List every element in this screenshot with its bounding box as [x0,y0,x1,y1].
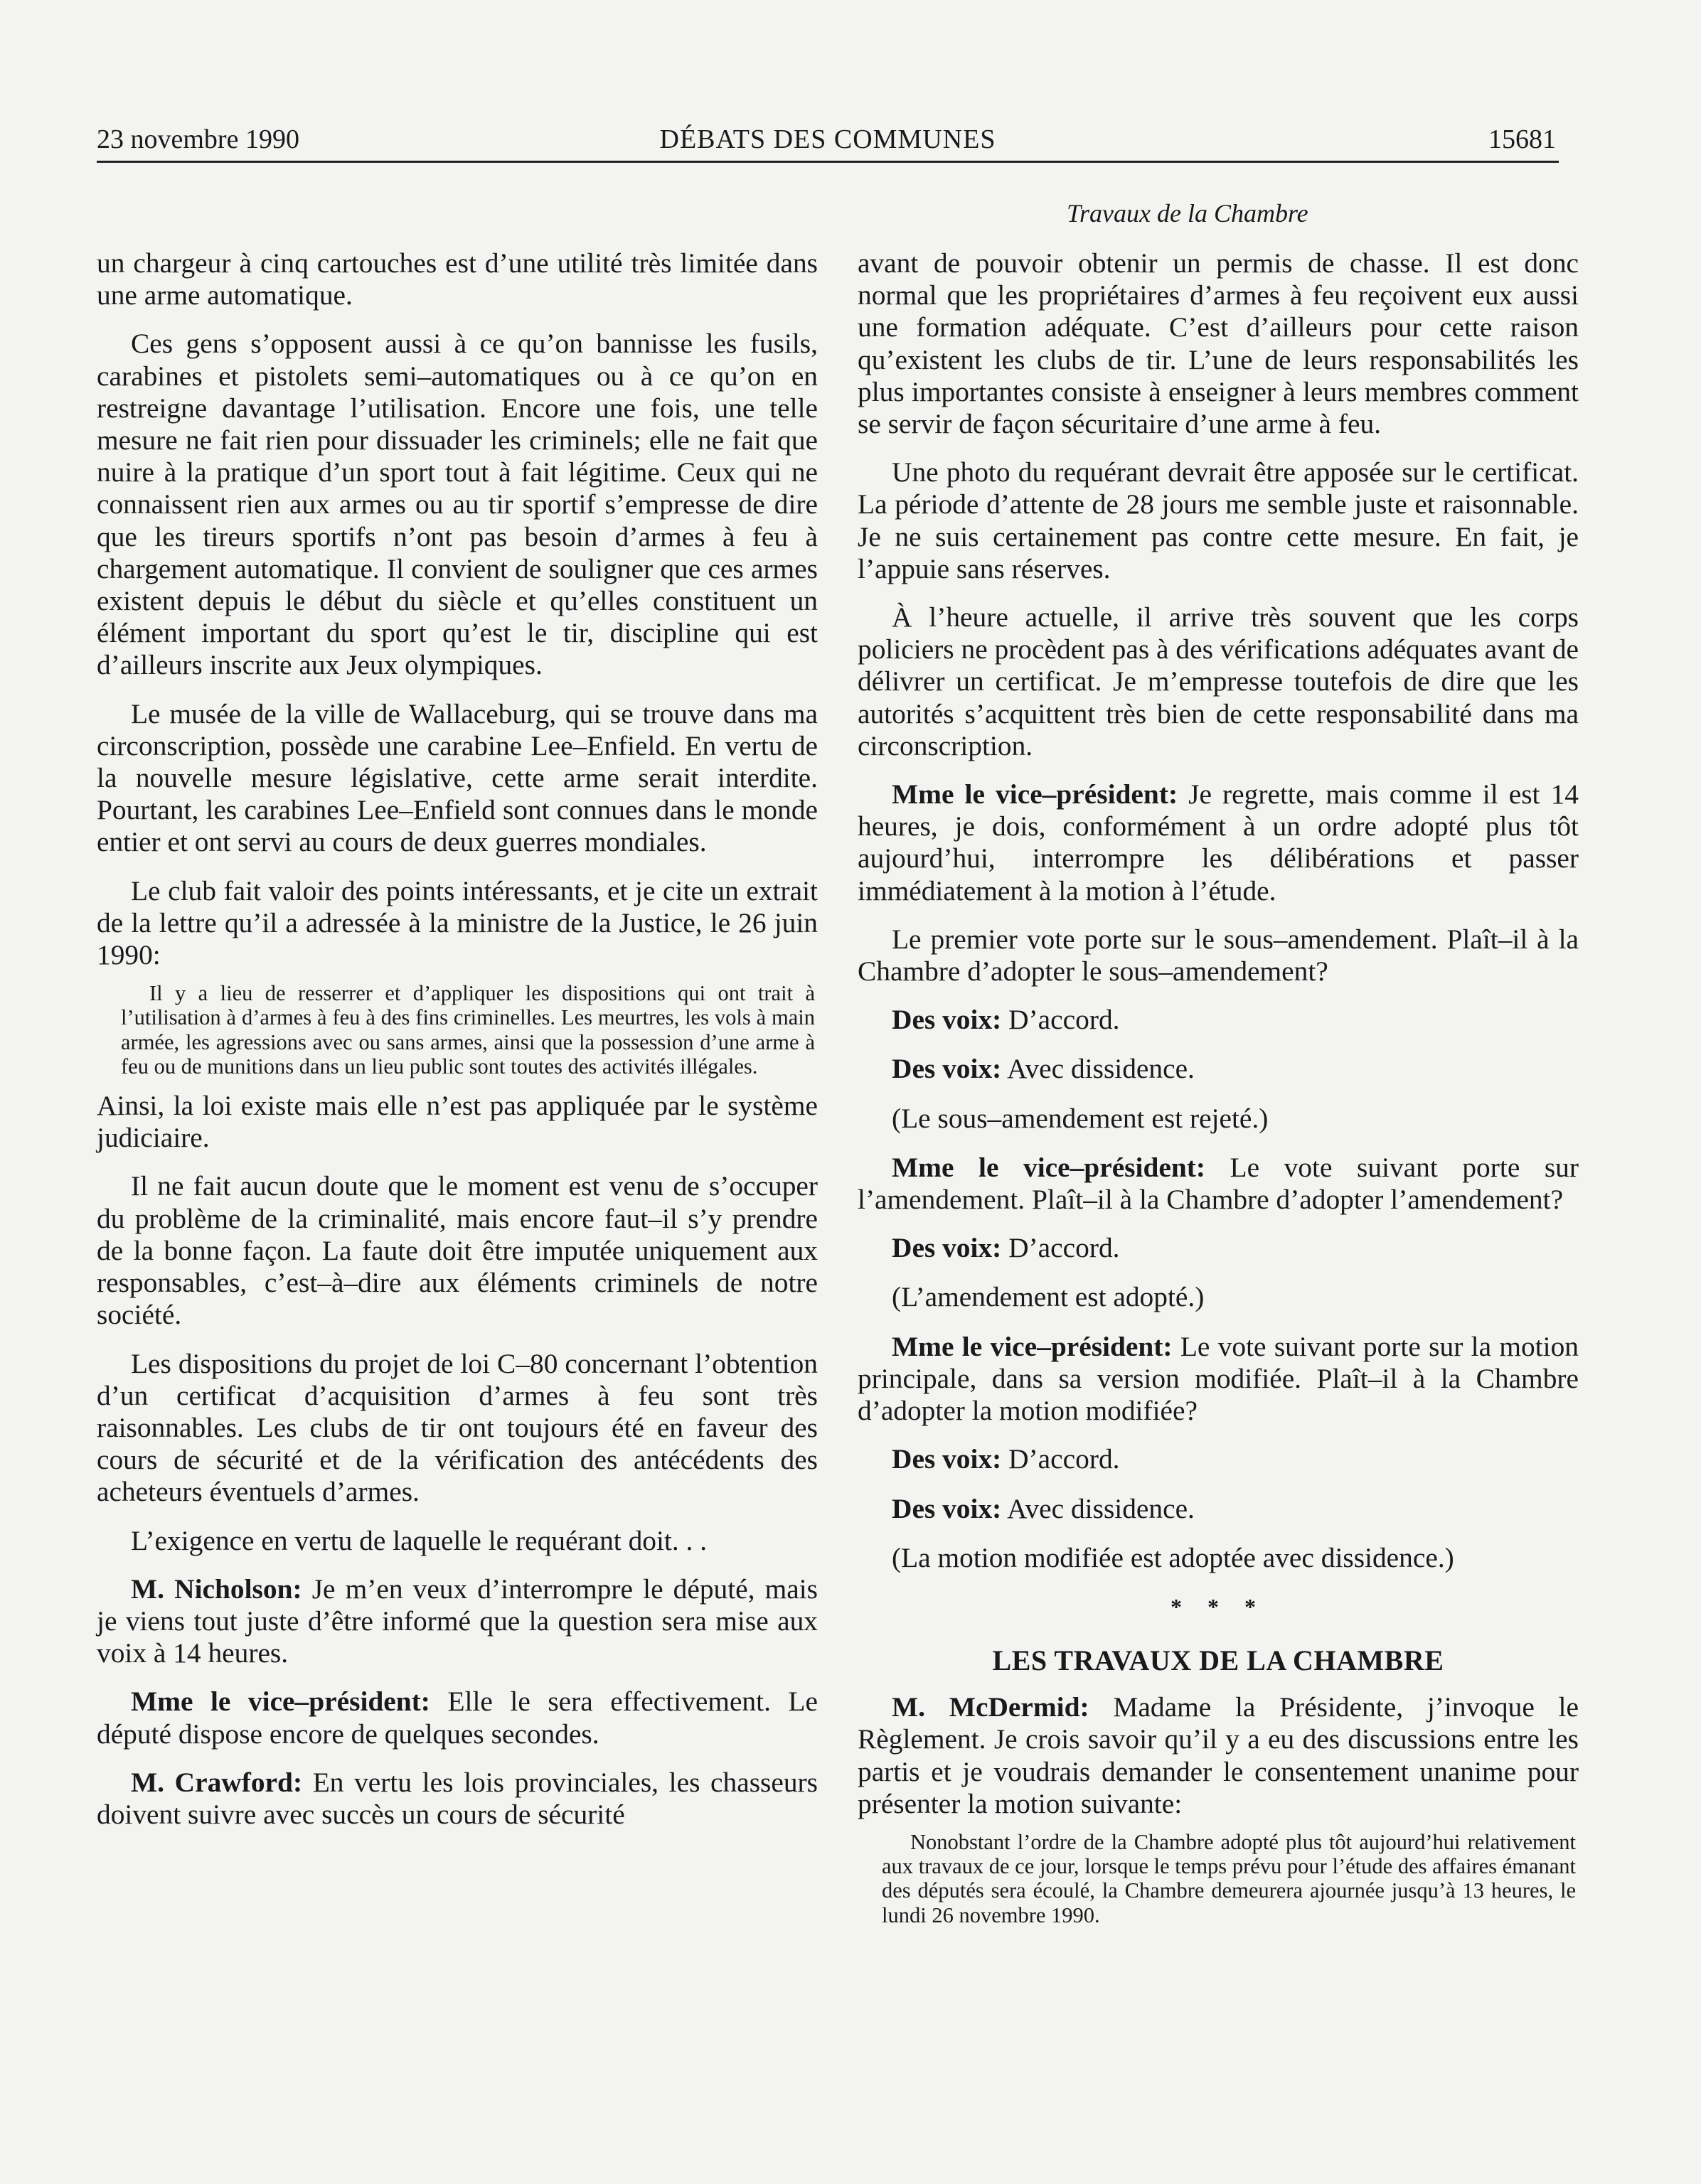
right-column [858,247,1579,2039]
quoted-letter-text: Il y a lieu de resserrer et d’appliquer les dispositions qui ont trait à l’utilisation à d’armes à feu à des fins criminelles. Les meurtres, les vols à main armée, les agressions avec ou sans armes, ainsi que la possession d’une arme à feu ou de munitions dans un lieu public sont toutes des activités illégales. [121,981,815,1078]
speech-text: D’accord. [1001,1443,1120,1475]
header-title: DÉBATS DES COMMUNES [659,124,996,154]
speech [858,1691,1579,1820]
running-header [97,119,1559,163]
speaker-name: M. Nicholson: [131,1573,302,1605]
speech [97,1573,818,1670]
paragraph: un chargeur à cinq cartouches est d’une utilité très limitée dans une arme automatique. [97,247,818,311]
speech-text: Le vote suivant porte sur la motion principale, dans sa version modifiée. Plaît–il à la Chambre d’adopter la motion modifiée? [858,1330,1579,1427]
speech [858,1152,1579,1216]
vote-response [858,1004,1579,1036]
speaker-name: Des voix: [892,1004,1002,1036]
speaker-name: Mme le vice–président: [892,778,1178,810]
speaker-name: Des voix: [892,1443,1002,1475]
subsection-heading: LES TRAVAUX DE LA CHAMBRE [992,1644,1444,1677]
speaker-name: Des voix: [892,1053,1002,1085]
vote-response [858,1053,1579,1085]
vote-result: (Le sous–amendement est rejeté.) [892,1102,1269,1134]
speech-text: Le vote suivant porte sur l’amendement. Plaît–il à la Chambre d’adopter l’amendement? [858,1151,1579,1216]
speech-text: Je regrette, mais comme il est 14 heures, je dois, conformément à un ordre adopté plus tôt aujourd’hui, interrompre les délibérations et passer immédiatement à la motion à l’étude. [858,778,1579,906]
speech [97,1686,818,1750]
quoted-letter [97,981,818,1078]
speech-text: En vertu les lois provinciales, les chasseurs doivent suivre avec succès un cours de sécurité [97,1766,818,1830]
vote-result: (La motion modifiée est adoptée avec dissidence.) [892,1541,1454,1573]
section-separator: * * * [1171,1593,1266,1620]
paragraph: Le club fait valoir des points intéressants, et je cite un extrait de la lettre qu’il a adressée à la ministre de la Justice, le 26 juin 1990: [97,874,818,971]
speech-text: Avec dissidence. [1001,1492,1195,1524]
speaker-name: Mme le vice–président: [131,1686,430,1718]
paragraph: Les dispositions du projet de loi C–80 concernant l’obtention d’un certificat d’acquisition d’armes à feu sont très raisonnables. Les clubs de tir ont toujours été en faveur des cours de sécurité et de la vérification des antécédents des acheteurs éventuels d’armes. [97,1347,818,1508]
paragraph: Ainsi, la loi existe mais elle n’est pas appliquée par le système judiciaire. [97,1090,818,1154]
header-date: 23 novembre 1990 [97,124,299,154]
speech-text: Avec dissidence. [1001,1053,1195,1085]
paragraph: avant de pouvoir obtenir un permis de chasse. Il est donc normal que les propriétaires d’armes à feu reçoivent eux aussi une formation adéquate. C’est d’ailleurs pour cette raison qu’existent les clubs de tir. L’une de leurs responsabilités les plus importantes consiste à enseigner à leurs membres comment se servir de façon sécuritaire d’une arme à feu. [858,247,1579,440]
speaker-name: Des voix: [892,1232,1002,1264]
paragraph: Le premier vote porte sur le sous–amendement. Plaît–il à la Chambre d’adopter le sous–amendement? [858,923,1579,987]
paragraph: Une photo du requérant devrait être apposée sur le certificat. La période d’attente de 28 jours me semble juste et raisonnable. Je ne suis certainement pas contre cette mesure. En fait, je l’appuie sans réserves. [858,456,1579,584]
vote-response [858,1232,1579,1264]
left-column [97,247,818,2039]
vote-result: (L’amendement est adopté.) [892,1281,1205,1313]
quoted-motion-text: Nonobstant l’ordre de la Chambre adopté plus tôt aujourd’hui relativement aux travaux de ce jour, lorsque le temps prévu pour l’étude des affaires émanant des députés sera écoulé, la Chambre demeurera ajournée jusqu’à 13 heures, le lundi 26 novembre 1990. [882,1829,1576,1927]
speaker-name: M. Crawford: [131,1766,303,1798]
speech [858,1331,1579,1428]
speaker-name: Des voix: [892,1492,1002,1524]
speech [858,778,1579,907]
paragraph: Le musée de la ville de Wallaceburg, qui se trouve dans ma circonscription, possède une carabine Lee–Enfield. En vertu de la nouvelle mesure législative, cette arme serait interdite. Pourtant, les carabines Lee–Enfield sont connues dans le monde entier et ont servi au cours de deux guerres mondiales. [97,697,818,858]
speaker-name: Mme le vice–président: [892,1151,1205,1183]
speaker-name: M. McDermid: [892,1691,1089,1723]
speech-text: Madame la Présidente, j’invoque le Règlement. Je crois savoir qu’il y a eu des discussions entre les partis et je voudrais demander le consentement unanime pour présenter la motion suivante: [858,1691,1579,1819]
paragraph: Il ne fait aucun doute que le moment est venu de s’occuper du problème de la criminalité, mais encore faut–il s’y prendre de la bonne façon. La faute doit être imputée uniquement aux responsables, c’est–à–dire aux éléments criminels de notre société. [97,1170,818,1331]
header-page-number: 15681 [1488,124,1556,154]
speech [97,1767,818,1831]
paragraph: L’exigence en vertu de laquelle le requérant doit. . . [131,1524,708,1556]
paragraph: À l’heure actuelle, il arrive très souvent que les corps policiers ne procèdent pas à des vérifications adéquates avant de délivrer un certificat. Je m’empresse toutefois de dire que les autorités s’acquittent très bien de cette responsabilité dans ma circonscription. [858,601,1579,761]
vote-response [858,1443,1579,1475]
paragraph: Ces gens s’opposent aussi à ce qu’on bannisse les fusils, carabines et pistolets semi–automatiques ou à ce qu’on en restreigne davantage l’utilisation. Encore une fois, une telle mesure ne fait rien pour dissuader les criminels; elle ne fait que nuire à la pratique d’un sport tout à fait légitime. Ceux qui ne connaissent rien aux armes ou au tir sportif s’empresse de dire que les tireurs sportifs n’ont pas besoin d’armes à feu à chargement automatique. Il convient de souligner que ces armes existent depuis le début du siècle et qu’elles constituent un élément important du sport qu’est le tir, discipline qui est d’ailleurs inscrite aux Jeux olympiques. [97,328,818,681]
speaker-name: Mme le vice–président: [892,1330,1173,1362]
speech-text: Je m’en veux d’interrompre le député, mais je viens tout juste d’être informé que la question sera mise aux voix à 14 heures. [97,1573,818,1669]
quoted-motion [858,1830,1579,1927]
speech-text: D’accord. [1001,1004,1120,1036]
speech-text: Elle le sera effectivement. Le député dispose encore de quelques secondes. [97,1686,818,1750]
vote-response [858,1493,1579,1525]
section-heading: Travaux de la Chambre [1067,199,1308,228]
speech-text: D’accord. [1001,1232,1120,1264]
